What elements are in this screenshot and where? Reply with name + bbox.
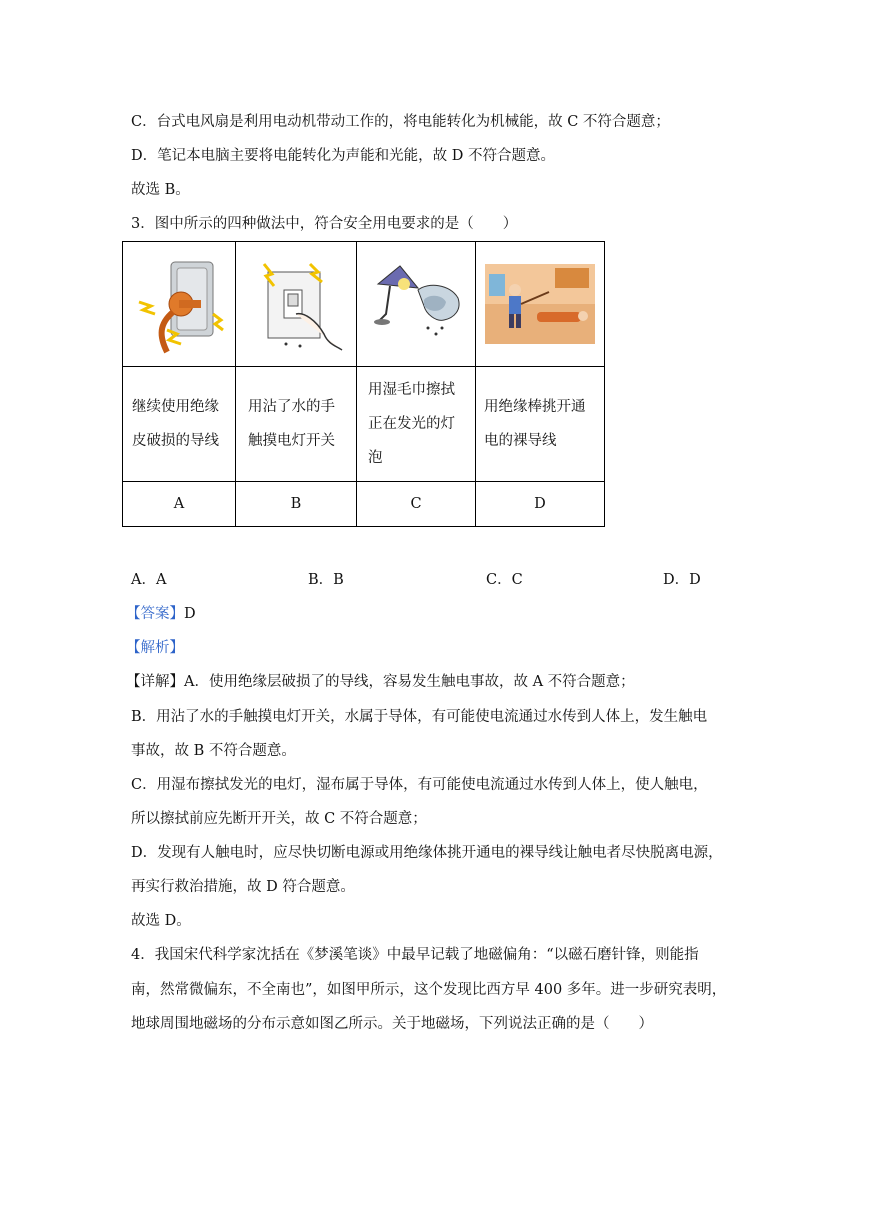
- option-d: D．D: [663, 572, 701, 588]
- answer-value: D: [184, 606, 196, 622]
- desc-c: 用湿毛巾擦拭 正在发光的灯 泡: [357, 367, 476, 482]
- line-choose-b: 故选 B。: [131, 182, 190, 198]
- damaged-wire-plug-icon: [123, 242, 236, 367]
- answer-line: [126, 604, 196, 624]
- desc-d: 用绝缘棒挑开通 电的裸导线: [476, 367, 605, 482]
- detail-line-choose-d: 故选 D。: [131, 913, 191, 929]
- question-3: 3．图中所示的四种做法中，符合安全用电要求的是（ ）: [131, 216, 518, 232]
- detail-line-c2: 所以擦拭前应先断开开关，故 C 不符合题意；: [131, 811, 427, 827]
- option-b: B．B: [308, 572, 344, 588]
- detail-tag: 【详解】: [126, 674, 184, 690]
- answer-tag: 【答案】: [126, 606, 184, 622]
- wet-towel-lamp-icon: [357, 242, 476, 367]
- label-c: C: [357, 482, 476, 527]
- label-a: A: [123, 482, 236, 527]
- question-4-line3: 地球周围地磁场的分布示意如图乙所示。关于地磁场，下列说法正确的是（ ）: [131, 1016, 653, 1032]
- desc-b: 用沾了水的手 触摸电灯开关: [236, 367, 357, 482]
- insulated-rod-rescue-icon: [476, 242, 605, 367]
- detail-line-b1: B．用沾了水的手触摸电灯开关，水属于导体，有可能使电流通过水传到人体上，发生触电: [131, 709, 708, 725]
- detail-text-a: A．使用绝缘层破损了的导线，容易发生触电事故，故 A 不符合题意；: [184, 674, 635, 690]
- question-4-line2: 南，然常微偏东，不全南也”，如图甲所示，这个发现比西方早 400 多年。进一步研究表明，: [131, 982, 727, 998]
- detail-line-d2: 再实行救治措施，故 D 符合题意。: [131, 879, 355, 895]
- label-d: D: [476, 482, 605, 527]
- question-3-table: [122, 241, 605, 527]
- detail-line-b2: 事故，故 B 不符合题意。: [131, 743, 296, 759]
- analysis-tag: 【解析】: [126, 640, 184, 656]
- detail-line-c1: C．用湿布擦拭发光的电灯，湿布属于导体，有可能使电流通过水传到人体上，使人触电，: [131, 777, 708, 793]
- option-c: C．C: [486, 572, 523, 588]
- line-d: D．笔记本电脑主要将电能转化为声能和光能，故 D 不符合题意。: [131, 148, 555, 164]
- question-4-line1: 4．我国宋代科学家沈括在《梦溪笔谈》中最早记载了地磁偏角：“以磁石磨针锋，则能指: [131, 947, 699, 963]
- option-a: A．A: [131, 572, 167, 588]
- label-b: B: [236, 482, 357, 527]
- wet-hand-switch-icon: [236, 242, 357, 367]
- line-c: C．台式电风扇是利用电动机带动工作的，将电能转化为机械能，故 C 不符合题意；: [131, 114, 670, 130]
- desc-a: 继续使用绝缘 皮破损的导线: [123, 367, 236, 482]
- detail-line-a: [126, 672, 635, 692]
- detail-line-d1: D．发现有人触电时，应尽快切断电源或用绝缘体挑开通电的裸导线让触电者尽快脱离电源，: [131, 845, 723, 861]
